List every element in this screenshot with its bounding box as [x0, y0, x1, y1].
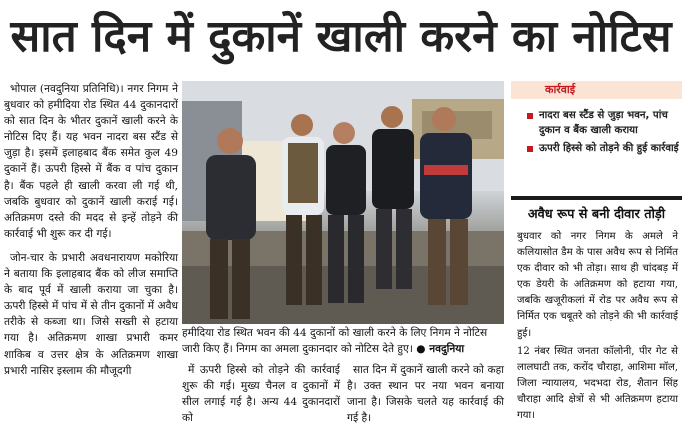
- article-paragraph-2: जोन-चार के प्रभारी अवधनारायण मकोरिया ने बताया कि इलाहबाद बैंक को लीज समाप्ति के बाद पूर्व में खाली कराया जा चुका है। ऊपरी हिस्से में पांच में से तीन दुकानों में अवैध तरीके से कब्जा था। जिसे सख्ती से हटाया गया है। अतिक्रमण शाखा प्रभारी कमर शाकिब व उत्तर क्षेत्र के अतिक्रमण शाखा प्रभारी नासिर इस्लाम की मौजूदगी: [4, 251, 178, 377]
- caption-credit: ● नवदुनिया: [416, 342, 465, 355]
- headline: सात दिन में दुकानें खाली करने का नोटिस: [10, 11, 672, 62]
- photo-caption: [182, 326, 504, 357]
- continuation-column-c: [347, 362, 504, 426]
- article-paragraph-1: भोपाल (नवदुनिया प्रतिनिधि)। नगर निगम ने बुधवार को हमीदिया रोड स्थित 44 दुकानदारों को सात दिन के भीतर दुकानें खाली करने के नोटिस दिए हैं। यह भवन नादरा बस स्टैंड से जुड़ा है। इसमें इलाहबाद बैंक समेत कुल 49 दुकानें हैं। ऊपरी हिस्से में बैंक व पांच दुकान है। बैंक पहले ही खाली करवा ली गई थी, जबकि बुधवार को दुकानें खाली कराई गई। अतिक्रमण दस्ते की मदद से इन्हें तोड़ने की कार्रवाई भी शुरू कर दी गई।: [4, 83, 178, 240]
- sidebar-story-paragraph-2: 12 नंबर स्थित जनता कॉलोनी, पीर गेट से लालघाटी तक, करोंद चौराहा, आशिमा मॉल, जिला न्यायालय, भदभदा रोड, शैतान सिंह चौराहा आदि क्षेत्रों से भी अतिक्रमण हटाया गया।: [517, 345, 678, 422]
- action-list: [511, 99, 682, 196]
- action-heading: कार्रवाई: [511, 81, 682, 99]
- sidebar: [511, 81, 682, 424]
- sidebar-story-paragraph-1: बुधवार को नगर निगम के अमले ने कलियासोत डैम के पास अवैध रूप से निर्मित एक दीवार को भी तोड़ा। साथ ही चांदबड़ में एक डेयरी के अतिक्रमण को हटाया गया, जबकि खजूरीकलां में रोड पर अवैध रूप से निर्मित एक चबूतरे को तोड़ने की भी कार्रवाई हुई।: [517, 231, 678, 339]
- sidebar-story-title: अवैध रूप से बनी दीवार तोड़ी: [527, 207, 666, 222]
- continuation-text-b: में ऊपरी हिस्से को तोड़ने की कार्रवाई शुरू की गई। मुख्य चैनल व दुकानों में सील लगाई गई है। अन्य 44 दुकानदारों को: [182, 364, 340, 425]
- news-photo: [182, 81, 504, 324]
- continuation-column-b: [182, 362, 340, 426]
- action-item-1: नादरा बस स्टैंड से जुड़ा भवन, पांच दुकान व बैंक खाली कराया: [527, 109, 682, 138]
- caption-text: हमीदिया रोड स्थित भवन की 44 दुकानों को खाली करने के लिए निगम ने नोटिस जारी किए हैं। निगम का अमला दुकानदार को नोटिस देते हुए।: [182, 327, 488, 355]
- action-item-2: ऊपरी हिस्से को तोड़ने की हुई कार्रवाई: [527, 142, 682, 157]
- continuation-text-c: सात दिन में दुकानें खाली करने को कहा है। उक्त स्थान पर नया भवन बनाया जाना है। जिसके चलते यह कार्रवाई की गई है।: [347, 364, 504, 425]
- sidebar-story-body: [511, 229, 682, 424]
- main-article-column: [4, 81, 178, 379]
- photo-illustration: [182, 81, 504, 324]
